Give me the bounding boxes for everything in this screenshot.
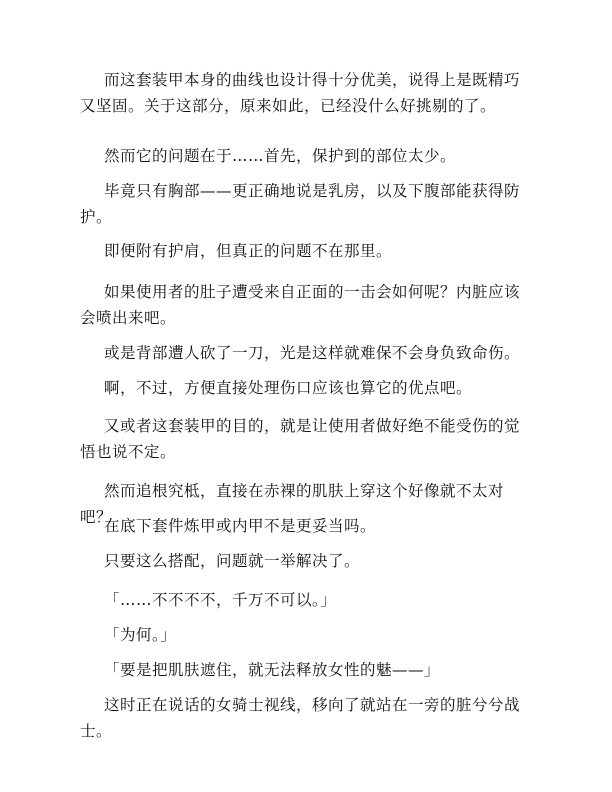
paragraph-3: 毕竟只有胸部——更正确地说是乳房，以及下腹部能获得防护。 bbox=[80, 182, 521, 226]
paragraph-9: 然而追根究柢，直接在赤裸的肌肤上穿这个好像就不太对吧？ bbox=[80, 482, 505, 526]
paragraph-2: 然而它的问题在于……首先，保护到的部位太少。 bbox=[104, 147, 457, 165]
paragraph-1: 而这套装甲本身的曲线也设计得十分优美，说得上是既精巧又坚固。关于这部分，原来如此，已经没什么好挑剔的了。 bbox=[80, 71, 521, 115]
paragraph-13: 「为何。」 bbox=[104, 626, 177, 644]
paragraph-14: 「要是把肌肤遮住，就无法释放女性的魅——」 bbox=[104, 661, 441, 679]
paragraph-15: 这时正在说话的女骑士视线，移向了就站在一旁的脏兮兮战士。 bbox=[80, 696, 521, 740]
paragraph-11: 只要这么搭配，问题就一举解决了。 bbox=[104, 552, 361, 570]
paragraph-12: 「……不不不不，千万不可以。」 bbox=[104, 591, 337, 609]
paragraph-10: 在底下套件炼甲或内甲不是更妥当吗。 bbox=[104, 517, 377, 535]
paragraph-7: 啊，不过，方便直接处理伤口应该也算它的优点吧。 bbox=[104, 379, 473, 397]
paragraph-6: 或是背部遭人砍了一刀，光是这样就难保不会身负致命伤。 bbox=[104, 344, 521, 362]
paragraph-4: 即便附有护肩，但真正的问题不在那里。 bbox=[104, 242, 393, 260]
paragraph-8: 又或者这套装甲的目的，就是让使用者做好绝不能受伤的觉悟也说不定。 bbox=[80, 417, 521, 461]
paragraph-5: 如果使用者的肚子遭受来自正面的一击会如何呢？内脏应该会喷出来吧。 bbox=[80, 283, 521, 327]
